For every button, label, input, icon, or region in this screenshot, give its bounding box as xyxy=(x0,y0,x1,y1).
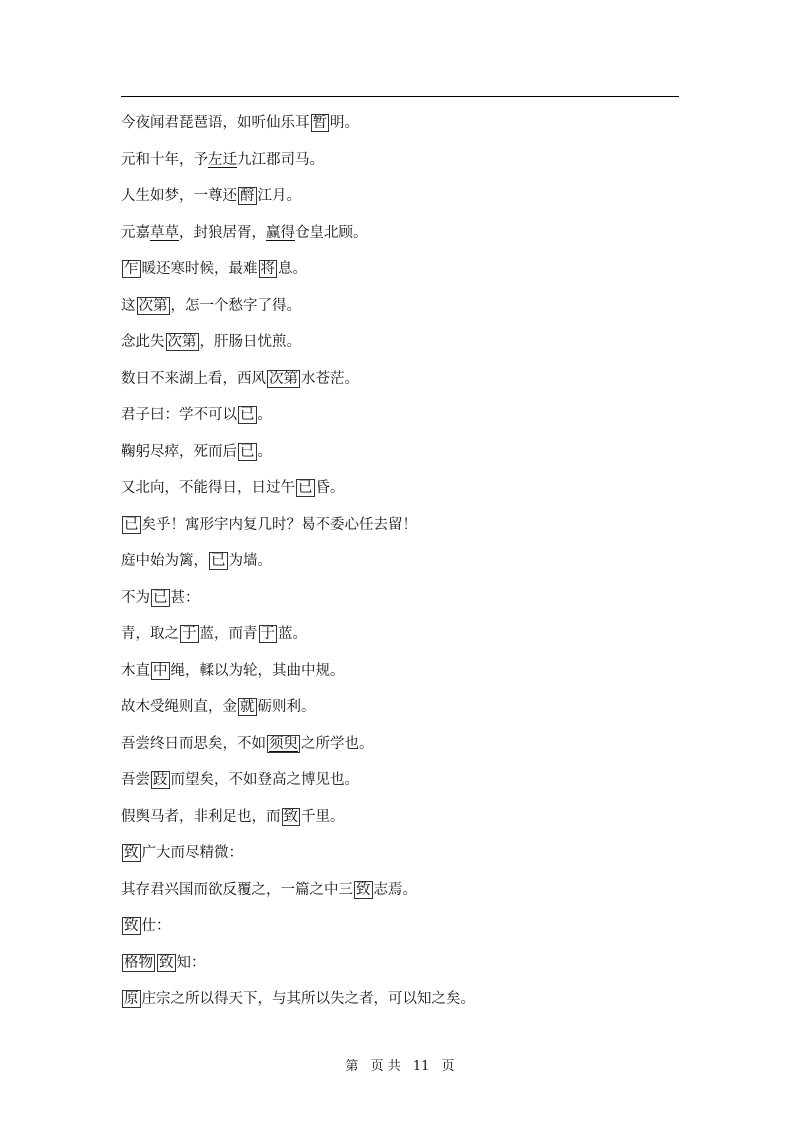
boxed-word: 酹 xyxy=(240,188,255,204)
boxed-word: 次第 xyxy=(167,334,197,350)
line-text: 蓝，而青 xyxy=(199,626,258,642)
line-text: 九江郡司马。 xyxy=(237,151,324,168)
line-text: 为墙。 xyxy=(228,553,272,569)
boxed-word: 跂 xyxy=(153,772,168,788)
line-text: 青，取之 xyxy=(121,626,179,642)
boxed-word: 致 xyxy=(356,881,371,898)
line-text: 绳，輮以为轮，其曲中规。 xyxy=(170,662,345,679)
text-line xyxy=(121,149,681,186)
header-rule xyxy=(121,96,679,97)
text-line xyxy=(121,587,681,624)
boxed-word: 次第 xyxy=(138,297,168,314)
text-line xyxy=(121,404,681,441)
line-text: 。 xyxy=(257,407,272,423)
line-text: 水苍茫。 xyxy=(301,370,359,387)
boxed-word: 格物 xyxy=(124,954,153,971)
boxed-word: 中 xyxy=(153,662,168,679)
line-text: 这 xyxy=(121,297,136,314)
line-text: 人生如梦，一尊还 xyxy=(121,188,237,204)
line-text: 不为 xyxy=(121,589,150,606)
text-line xyxy=(121,477,681,514)
text-line xyxy=(121,696,681,733)
line-text: ，封狼居胥， xyxy=(179,224,266,241)
footer-suffix: 页 xyxy=(441,1059,455,1074)
text-line xyxy=(121,112,681,149)
boxed-word: 就 xyxy=(240,699,255,715)
line-text: 暖还寒时候，最难 xyxy=(141,261,258,277)
line-text: 矣乎！寓形宇内复几时？曷不委心任去留！ xyxy=(141,516,417,533)
boxed-word: 致 xyxy=(159,954,174,971)
line-text: 假舆马者，非利足也，而 xyxy=(121,808,281,825)
line-text: 息。 xyxy=(278,261,307,277)
text-line xyxy=(121,441,681,478)
line-text: 蓝。 xyxy=(278,626,307,642)
text-line xyxy=(121,952,681,989)
underlined-word: 左迁 xyxy=(208,151,237,168)
footer-total-pages: 11 xyxy=(412,1059,430,1074)
line-text: 甚： xyxy=(170,589,200,606)
underlined-word: 赢得 xyxy=(266,224,295,241)
line-text: ，怎一个愁字了得。 xyxy=(170,297,301,314)
text-line xyxy=(121,258,681,295)
line-text: 。 xyxy=(257,443,272,460)
line-text: 元嘉 xyxy=(121,224,150,241)
line-text: ，肝肠日忧煎。 xyxy=(199,334,301,350)
line-text: 今夜闻君琵琶语，如听仙乐耳 xyxy=(121,115,310,131)
text-line xyxy=(121,623,681,660)
text-line xyxy=(121,222,681,259)
boxed-word: 已 xyxy=(211,553,226,569)
line-text: 数日不来湖上看，西风 xyxy=(121,370,266,387)
line-text: 知： xyxy=(176,954,206,971)
line-text: 念此失 xyxy=(121,334,165,350)
line-text: 庄宗之所以得天下，与其所以失之者，可以知之矣。 xyxy=(141,991,475,1007)
text-line xyxy=(121,331,681,368)
line-text: 元和十年，予 xyxy=(121,151,208,168)
line-text: 广大而尽精微： xyxy=(141,845,243,861)
line-text: 吾尝 xyxy=(121,772,150,788)
line-text: 鞠躬尽瘁，死而后 xyxy=(121,443,237,460)
line-text: 仕： xyxy=(141,918,171,934)
boxed-word: 乍 xyxy=(124,261,139,277)
footer-prefix: 第 xyxy=(345,1059,359,1074)
text-line xyxy=(121,368,681,405)
text-line xyxy=(121,806,681,843)
text-line xyxy=(121,879,681,916)
line-text: 又北向，不能得日，日过午 xyxy=(121,480,295,496)
boxed-word: 原 xyxy=(124,991,139,1007)
boxed-word: 于 xyxy=(260,626,275,642)
line-text: 其存君兴国而欲反覆之，一篇之中三 xyxy=(121,881,353,898)
boxed-word: 须臾 xyxy=(269,735,298,752)
line-text: 君子曰：学不可以 xyxy=(121,407,237,423)
line-text: 吾尝终日而思矣，不如 xyxy=(121,735,266,752)
footer-middle: 页 共 xyxy=(370,1059,401,1074)
text-line xyxy=(121,842,681,879)
boxed-word: 已 xyxy=(298,480,313,496)
line-text: 砺则利。 xyxy=(257,699,316,715)
boxed-word: 致 xyxy=(124,918,139,934)
boxed-word: 已 xyxy=(153,589,168,606)
line-text: 千里。 xyxy=(301,808,345,825)
line-text: 庭中始为篱， xyxy=(121,553,208,569)
boxed-word: 于 xyxy=(182,626,197,642)
line-text: 志焉。 xyxy=(373,881,417,898)
boxed-word: 已 xyxy=(240,407,255,423)
line-text: 木直 xyxy=(121,662,150,679)
text-line xyxy=(121,514,681,551)
boxed-word: 已 xyxy=(240,443,255,460)
line-text: 昏。 xyxy=(315,480,345,496)
document-body xyxy=(121,112,681,1025)
line-text: 而望矣，不如登高之博见也。 xyxy=(170,772,359,788)
text-line xyxy=(121,915,681,952)
line-text: 之所学也。 xyxy=(301,735,374,752)
boxed-word: 暂 xyxy=(312,115,327,131)
text-line xyxy=(121,988,681,1025)
line-text: 江月。 xyxy=(257,188,301,204)
text-line xyxy=(121,769,681,806)
boxed-word: 将 xyxy=(260,261,275,277)
boxed-word: 次第 xyxy=(269,370,298,387)
text-line xyxy=(121,295,681,332)
text-line xyxy=(121,733,681,770)
boxed-word: 致 xyxy=(124,845,139,861)
line-text: 明。 xyxy=(330,115,359,131)
text-line xyxy=(121,185,681,222)
text-line xyxy=(121,660,681,697)
text-line xyxy=(121,550,681,587)
boxed-word: 致 xyxy=(283,808,298,825)
line-text: 仓皇北顾。 xyxy=(295,224,368,241)
page-footer xyxy=(0,1055,800,1074)
boxed-word: 已 xyxy=(124,516,139,533)
underlined-word: 草草 xyxy=(150,224,179,241)
line-text: 故木受绳则直，金 xyxy=(121,699,237,715)
